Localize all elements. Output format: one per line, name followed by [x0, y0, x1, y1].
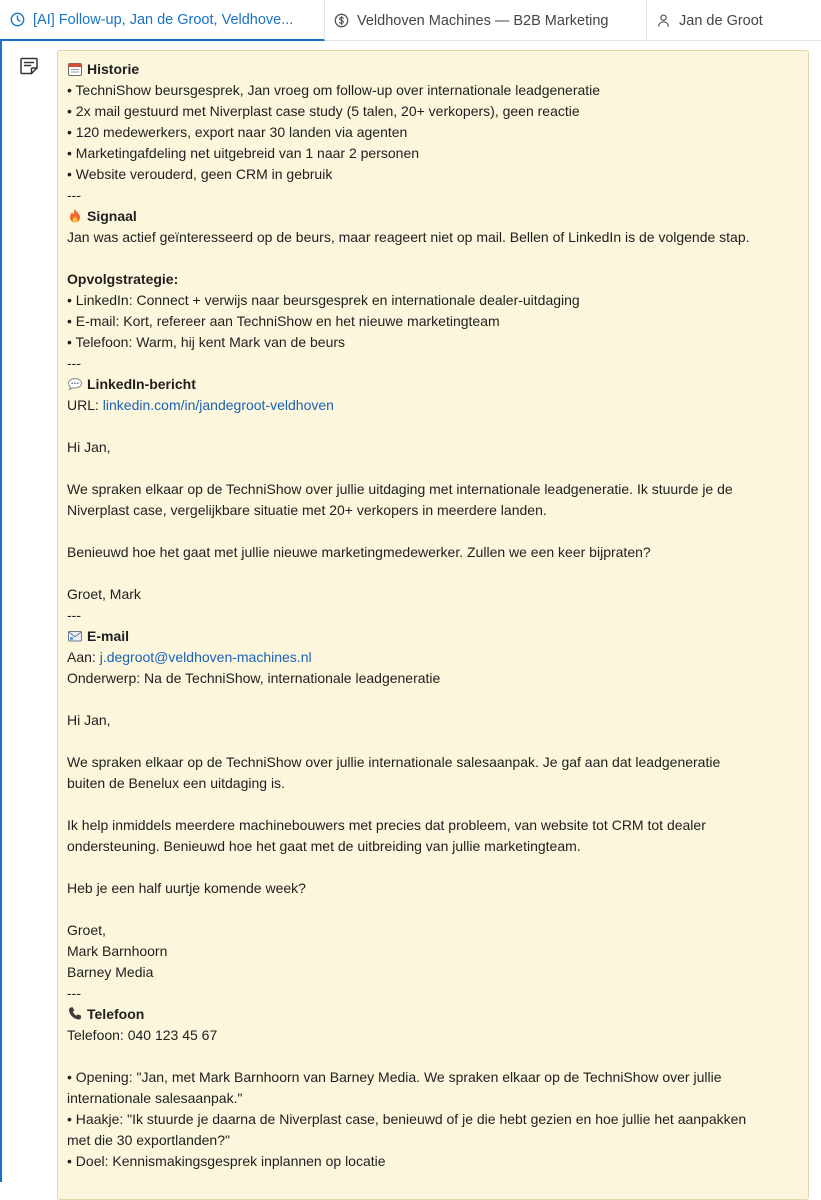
email-paragraph: We spraken elkaar op de TechniShow over jullie internationale salesaanpak. Je gaf aan dat leadgeneratie: [67, 754, 721, 770]
email-subject: Onderwerp: Na de TechniShow, internationale leadgeneratie: [67, 670, 441, 686]
heading-text: E-mail: [87, 628, 130, 644]
linkedin-paragraph: We spraken elkaar op de TechniShow over jullie uitdaging met internationale leadgeneratie. Ik stuurde je de: [67, 481, 733, 497]
section-heading-historie: [67, 59, 799, 80]
speech-bubble-icon: [67, 376, 83, 392]
email-paragraph: Heb je een half uurtje komende week?: [67, 880, 306, 896]
email-paragraph: buiten de Benelux een uitdaging is.: [67, 775, 285, 791]
section-heading-telefoon: [67, 1004, 799, 1025]
note-content: [57, 50, 809, 1200]
list-item: • TechniShow beursgesprek, Jan vroeg om follow-up over internationale leadgeneratie: [67, 82, 601, 98]
dollar-circle-icon: [334, 13, 349, 28]
email-signoff: Barney Media: [67, 964, 154, 980]
tab-deal[interactable]: [325, 0, 647, 41]
blank-line: [67, 794, 799, 815]
linkedin-url-line: [67, 395, 799, 416]
heading-text: Signaal: [87, 208, 137, 224]
list-item: • Haakje: "Ik stuurde je daarna de Niverplast case, benieuwd of je die hebt gezien en hoe jullie het aanpakken: [67, 1111, 747, 1127]
tab-ai-follow-up[interactable]: [0, 0, 325, 41]
linkedin-paragraph: Niverplast case, vergelijkbare situatie met 20+ verkopers in meerdere landen.: [67, 502, 547, 518]
tab-contact[interactable]: [647, 0, 821, 41]
list-item: met die 30 exportlanden?": [67, 1132, 230, 1148]
blank-line: [67, 1046, 799, 1067]
section-heading-opvolgstrategie: Opvolgstrategie:: [67, 271, 179, 287]
phone-icon: [67, 1006, 83, 1022]
tab-label: Veldhoven Machines — B2B Marketing: [357, 12, 609, 29]
blank-line: [67, 689, 799, 710]
separator: ---: [67, 355, 81, 371]
blank-line: [67, 857, 799, 878]
list-item: • Marketingafdeling net uitgebreid van 1 naar 2 personen: [67, 145, 420, 161]
blank-line: [67, 458, 799, 479]
heading-text: Telefoon: [87, 1006, 145, 1022]
calendar-icon: [67, 61, 83, 77]
note-icon: [19, 56, 39, 81]
email-greeting: Hi Jan,: [67, 712, 111, 728]
blank-line: [67, 416, 799, 437]
active-indicator: [0, 41, 2, 1182]
to-label: Aan:: [67, 649, 100, 665]
list-item: • E-mail: Kort, refereer aan TechniShow en het nieuwe marketingteam: [67, 313, 500, 329]
list-item: • Telefoon: Warm, hij kent Mark van de beurs: [67, 334, 346, 350]
blank-line: [67, 731, 799, 752]
tab-label: Jan de Groot: [679, 12, 763, 29]
list-item: • Website verouderd, geen CRM in gebruik: [67, 166, 333, 182]
envelope-icon: [67, 628, 83, 644]
blank-line: [67, 899, 799, 920]
email-paragraph: ondersteuning. Benieuwd hoe het gaat met de uitbreiding van jullie marketingteam.: [67, 838, 581, 854]
blank-line: [67, 248, 799, 269]
section-heading-signaal: [67, 206, 799, 227]
linkedin-paragraph: Benieuwd hoe het gaat met jullie nieuwe marketingmedewerker. Zullen we een keer bijpraten?: [67, 544, 651, 560]
separator: ---: [67, 607, 81, 623]
section-heading-email: [67, 626, 799, 647]
user-icon: [656, 13, 671, 28]
phone-number: Telefoon: 040 123 45 67: [67, 1027, 218, 1043]
blank-line: [67, 563, 799, 584]
email-to-line: [67, 647, 799, 668]
tab-label: [AI] Follow-up, Jan de Groot, Veldhove...: [33, 11, 294, 28]
heading-text: LinkedIn-bericht: [87, 376, 196, 392]
list-item: • 2x mail gestuurd met Niverplast case study (5 talen, 20+ verkopers), geen reactie: [67, 103, 580, 119]
email-address-link[interactable]: j.degroot@veldhoven-machines.nl: [99, 649, 312, 665]
list-item: internationale salesaanpak.": [67, 1090, 243, 1106]
section-heading-linkedin: [67, 374, 799, 395]
tab-bar: [0, 0, 821, 41]
url-label: URL:: [67, 397, 103, 413]
email-paragraph: Ik help inmiddels meerdere machinebouwers met precies dat probleem, van website tot CRM tot dealer: [67, 817, 706, 833]
separator: ---: [67, 985, 81, 1001]
linkedin-greeting: Hi Jan,: [67, 439, 111, 455]
linkedin-signoff: Groet, Mark: [67, 586, 141, 602]
email-signoff: Groet,: [67, 922, 106, 938]
linkedin-url-link[interactable]: linkedin.com/in/jandegroot-veldhoven: [102, 397, 334, 413]
list-item: • Opening: "Jan, met Mark Barnhoorn van Barney Media. We spraken elkaar op de TechniShow over jullie: [67, 1069, 722, 1085]
heading-text: Historie: [87, 61, 140, 77]
blank-line: [67, 521, 799, 542]
email-signoff: Mark Barnhoorn: [67, 943, 168, 959]
signaal-text: Jan was actief geïnteresseerd op de beurs, maar reageert niet op mail. Bellen of LinkedIn is de volgende stap.: [67, 229, 750, 245]
separator: ---: [67, 187, 81, 203]
list-item: • Doel: Kennismakingsgesprek inplannen op locatie: [67, 1153, 386, 1169]
fire-icon: [67, 208, 83, 224]
list-item: • LinkedIn: Connect + verwijs naar beursgesprek en internationale dealer-uitdaging: [67, 292, 580, 308]
list-item: • 120 medewerkers, export naar 30 landen via agenten: [67, 124, 408, 140]
clock-icon: [10, 12, 25, 27]
